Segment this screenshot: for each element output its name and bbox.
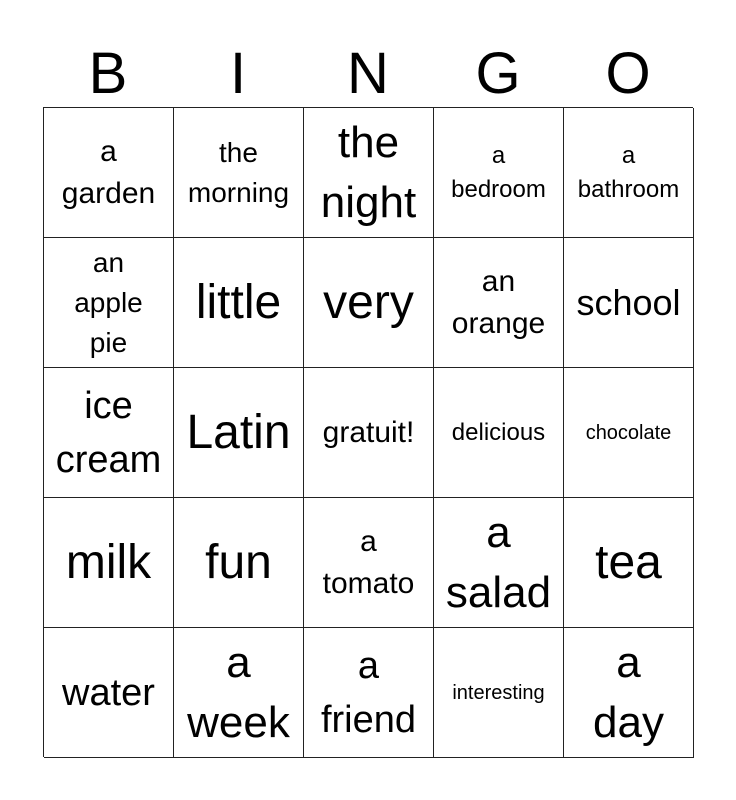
cell-text: a day bbox=[593, 637, 664, 747]
bingo-cell[interactable] bbox=[434, 368, 564, 498]
cell-text: delicious bbox=[451, 418, 546, 446]
bingo-cell[interactable] bbox=[434, 628, 564, 758]
cell-text: a friend bbox=[320, 644, 417, 741]
cell-text: water bbox=[62, 671, 155, 714]
bingo-cell[interactable] bbox=[44, 108, 174, 238]
cell-text: school bbox=[576, 281, 681, 323]
bingo-cell[interactable] bbox=[174, 628, 304, 758]
cell-text: gratuit! bbox=[322, 415, 415, 449]
cell-text: a tomato bbox=[322, 524, 415, 600]
header-letter-i: I bbox=[229, 41, 247, 106]
header-letter-b: B bbox=[88, 41, 128, 106]
cell-text: a garden bbox=[61, 134, 156, 210]
bingo-cell[interactable] bbox=[174, 108, 304, 238]
cell-text: the morning bbox=[187, 136, 290, 208]
cell-text: a bedroom bbox=[451, 141, 546, 203]
header-letter-g: G bbox=[475, 41, 521, 106]
bingo-cell[interactable] bbox=[304, 238, 434, 368]
bingo-cell[interactable] bbox=[304, 498, 434, 628]
cell-text: an apple pie bbox=[74, 246, 143, 358]
header-letter-n: N bbox=[347, 41, 389, 106]
bingo-cell[interactable] bbox=[564, 108, 694, 238]
cell-text: interesting bbox=[452, 681, 545, 704]
bingo-header bbox=[43, 42, 693, 106]
cell-text: a bathroom bbox=[577, 141, 680, 203]
bingo-cell[interactable] bbox=[174, 238, 304, 368]
cell-text: a salad bbox=[445, 507, 552, 617]
bingo-cell[interactable] bbox=[304, 368, 434, 498]
bingo-cell[interactable] bbox=[44, 368, 174, 498]
cell-text: very bbox=[323, 275, 414, 329]
bingo-cell[interactable] bbox=[304, 108, 434, 238]
bingo-cell[interactable] bbox=[564, 498, 694, 628]
bingo-cell[interactable] bbox=[174, 368, 304, 498]
header-letter-o: O bbox=[605, 41, 651, 106]
bingo-cell[interactable] bbox=[564, 238, 694, 368]
bingo-cell[interactable] bbox=[174, 498, 304, 628]
bingo-cell[interactable] bbox=[434, 108, 564, 238]
bingo-board bbox=[43, 107, 693, 757]
cell-text: fun bbox=[205, 535, 272, 589]
bingo-cell[interactable] bbox=[44, 238, 174, 368]
cell-text: chocolate bbox=[585, 421, 672, 444]
cell-text: the night bbox=[320, 117, 417, 227]
bingo-cell[interactable] bbox=[44, 498, 174, 628]
cell-text: a week bbox=[187, 637, 290, 747]
cell-text: an orange bbox=[451, 264, 546, 340]
bingo-cell[interactable] bbox=[564, 368, 694, 498]
cell-text: tea bbox=[595, 535, 662, 589]
bingo-cell[interactable] bbox=[434, 238, 564, 368]
cell-text: little bbox=[195, 275, 282, 329]
bingo-cell[interactable] bbox=[44, 628, 174, 758]
cell-text: Latin bbox=[186, 405, 291, 459]
cell-text: milk bbox=[65, 535, 152, 589]
bingo-cell[interactable] bbox=[304, 628, 434, 758]
cell-text: ice cream bbox=[55, 384, 162, 481]
bingo-cell[interactable] bbox=[434, 498, 564, 628]
bingo-cell[interactable] bbox=[564, 628, 694, 758]
